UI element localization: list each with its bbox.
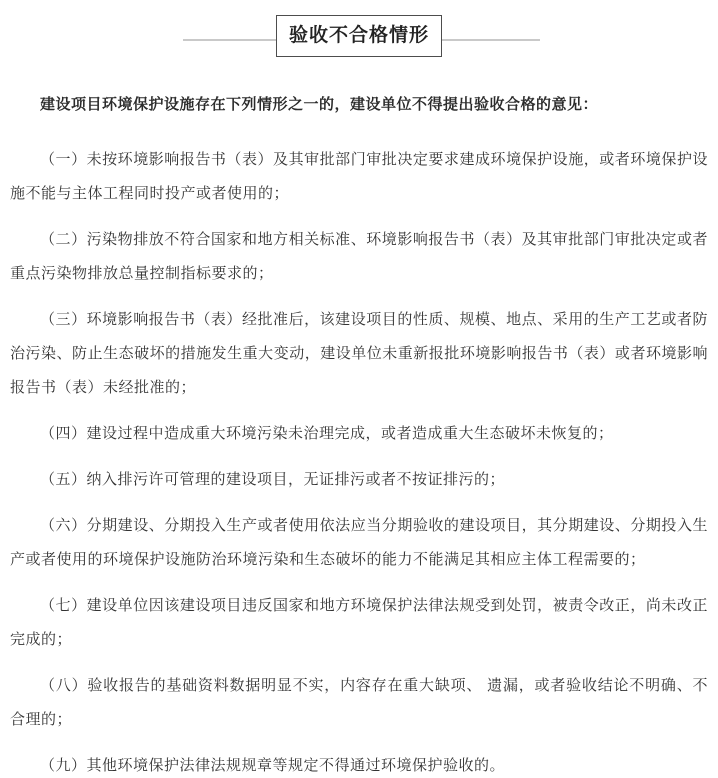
list-item-4: （四）建设过程中造成重大环境污染未治理完成，或者造成重大生态破坏未恢复的；	[40, 425, 614, 442]
list-item-3: （三）环境影响报告书（表）经批准后，该建设项目的性质、规模、地点、采用的生产工艺或者防治污染、防止生态破坏的措施发生重大变动，建设单位未重新报批环境影响报告书（表）或者环境影响报告书（表）未经批准的；	[10, 311, 708, 396]
document-body	[0, 57, 718, 778]
list-item-9: （九）其他环境保护法律法规规章等规定不得通过环境保护验收的。	[40, 757, 506, 774]
list-item-2: （二）污染物排放不符合国家和地方相关标准、环境影响报告书（表）及其审批部门审批决定或者重点污染物排放总量控制指标要求的；	[10, 231, 708, 282]
intro-paragraph: 建设项目环境保护设施存在下列情形之一的，建设单位不得提出验收合格的意见：	[40, 96, 599, 113]
document-header	[0, 15, 718, 57]
page-title: 验收不合格情形	[276, 15, 442, 57]
list-item-6: （六）分期建设、分期投入生产或者使用依法应当分期验收的建设项目，其分期建设、分期投入生产或者使用的环境保护设施防治环境污染和生态破坏的能力不能满足其相应主体工程需要的；	[10, 517, 708, 568]
list-item-7: （七）建设单位因该建设项目违反国家和地方环境保护法律法规受到处罚，被责令改正，尚未改正完成的；	[10, 597, 708, 648]
list-item-1: （一）未按环境影响报告书（表）及其审批部门审批决定要求建成环境保护设施，或者环境保护设施不能与主体工程同时投产或者使用的；	[10, 151, 708, 202]
list-item-8: （八）验收报告的基础资料数据明显不实，内容存在重大缺项、 遗漏，或者验收结论不明确、不合理的；	[10, 677, 708, 728]
list-item-5: （五）纳入排污许可管理的建设项目，无证排污或者不按证排污的；	[40, 471, 506, 488]
